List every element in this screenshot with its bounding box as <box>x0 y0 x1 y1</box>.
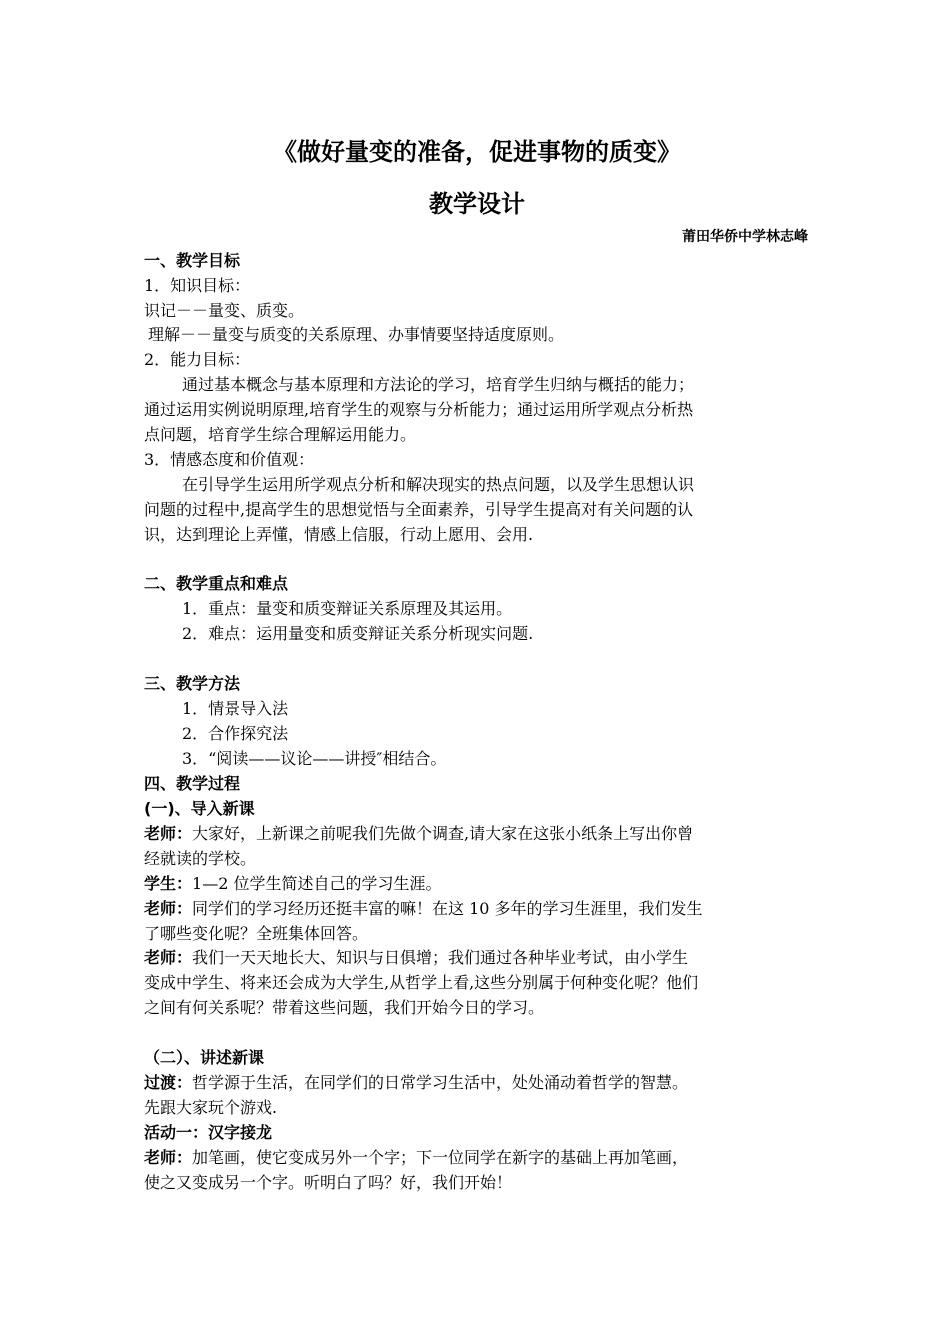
dialogue-text: 1—2 位学生简述自己的学习生涯。 <box>192 874 442 893</box>
dialogue-line: 使之又变成另一个字。听明白了吗？好，我们开始！ <box>144 1173 513 1192</box>
emotion-goal-label: 3．情感态度和价值观： <box>144 450 315 469</box>
ability-goal-line: 通过基本概念与基本原理和方法论的学习，培育学生归纳与概括的能力； <box>182 375 695 394</box>
dialogue-line: 之间有何关系呢？带着这些问题，我们开始今日的学习。 <box>144 998 545 1017</box>
dialogue-line: 经就读的学校。 <box>144 849 257 868</box>
dialogue-line: 了哪些变化呢？全班集体回答。 <box>144 924 369 943</box>
speaker-label: 老师： <box>144 824 193 843</box>
section-heading-key-points: 二、教学重点和难点 <box>144 574 289 593</box>
dialogue-line <box>144 1146 688 1170</box>
activity-heading: 活动一：汉字接龙 <box>144 1123 273 1142</box>
speaker-label: 老师： <box>144 899 193 918</box>
ability-goal-line: 点问题，培育学生综合理解运用能力。 <box>144 425 417 444</box>
subsection-heading-new-lesson: （二）、讲述新课 <box>144 1048 265 1067</box>
key-point-item: 1．重点：量变和质变辩证关系原理及其运用。 <box>182 599 513 618</box>
dialogue-line <box>144 946 688 970</box>
dialogue-line: 变成中学生、将来还会成为大学生,从哲学上看,这些分别属于何种变化呢？他们 <box>144 973 699 992</box>
difficulty-item: 2．难点：运用量变和质变辩证关系分析现实问题. <box>182 624 534 643</box>
knowledge-goal-line: 识记－－量变、质变。 <box>144 301 305 320</box>
dialogue-text: 大家好，上新课之前呢我们先做个调查,请大家在这张小纸条上写出你曾 <box>192 824 694 843</box>
ability-goal-line: 通过运用实例说明原理,培育学生的观察与分析能力；通过运用所学观点分析热 <box>144 400 694 419</box>
dialogue-text: 我们一天天地长大、知识与日俱增；我们通过各种毕业考试，由小学生 <box>192 948 689 967</box>
emotion-goal-line: 问题的过程中,提高学生的思想觉悟与全面素养，引导学生提高对有关问题的认 <box>144 500 694 519</box>
knowledge-goal-label: 1．知识目标： <box>144 276 251 295</box>
method-item: 2．合作探究法 <box>182 724 289 743</box>
dialogue-line <box>144 1071 688 1095</box>
emotion-goal-line: 在引导学生运用所学观点分析和解决现实的热点问题，以及学生思想认识 <box>182 475 695 494</box>
dialogue-line: 先跟大家玩个游戏. <box>144 1098 278 1117</box>
document-subtitle: 教学设计 <box>429 190 525 218</box>
section-heading-objectives: 一、教学目标 <box>144 251 241 270</box>
ability-goal-label: 2．能力目标： <box>144 350 251 369</box>
method-item: 1．情景导入法 <box>182 699 289 718</box>
dialogue-text: 加笔画，使它变成另外一个字；下一位同学在新字的基础上再加笔画， <box>192 1148 689 1167</box>
emotion-goal-line: 识，达到理论上弄懂，情感上信服，行动上愿用、会用. <box>144 525 534 544</box>
speaker-label: 过渡： <box>144 1073 193 1092</box>
section-heading-methods: 三、教学方法 <box>144 674 241 693</box>
author-line: 莆田华侨中学林志峰 <box>682 229 808 245</box>
knowledge-goal-line: 理解－－量变与质变的关系原理、办事情要坚持适度原则。 <box>148 325 565 344</box>
subsection-heading-intro: (一)、导入新课 <box>144 799 255 818</box>
dialogue-line <box>144 872 441 896</box>
dialogue-line <box>144 897 703 921</box>
section-heading-process: 四、教学过程 <box>144 774 241 793</box>
document-title: 《做好量变的准备，促进事物的质变》 <box>273 138 681 166</box>
speaker-label: 老师： <box>144 1148 193 1167</box>
method-item: 3．“阅读——议论——讲授″相结合。 <box>182 749 447 768</box>
dialogue-line <box>144 822 693 846</box>
speaker-label: 老师： <box>144 948 193 967</box>
speaker-label: 学生： <box>144 874 193 893</box>
dialogue-text: 同学们的学习经历还挺丰富的嘛！在这 10 多年的学习生涯里，我们发生 <box>192 899 703 918</box>
dialogue-text: 哲学源于生活，在同学们的日常学习生活中，处处涌动着哲学的智慧。 <box>192 1073 689 1092</box>
